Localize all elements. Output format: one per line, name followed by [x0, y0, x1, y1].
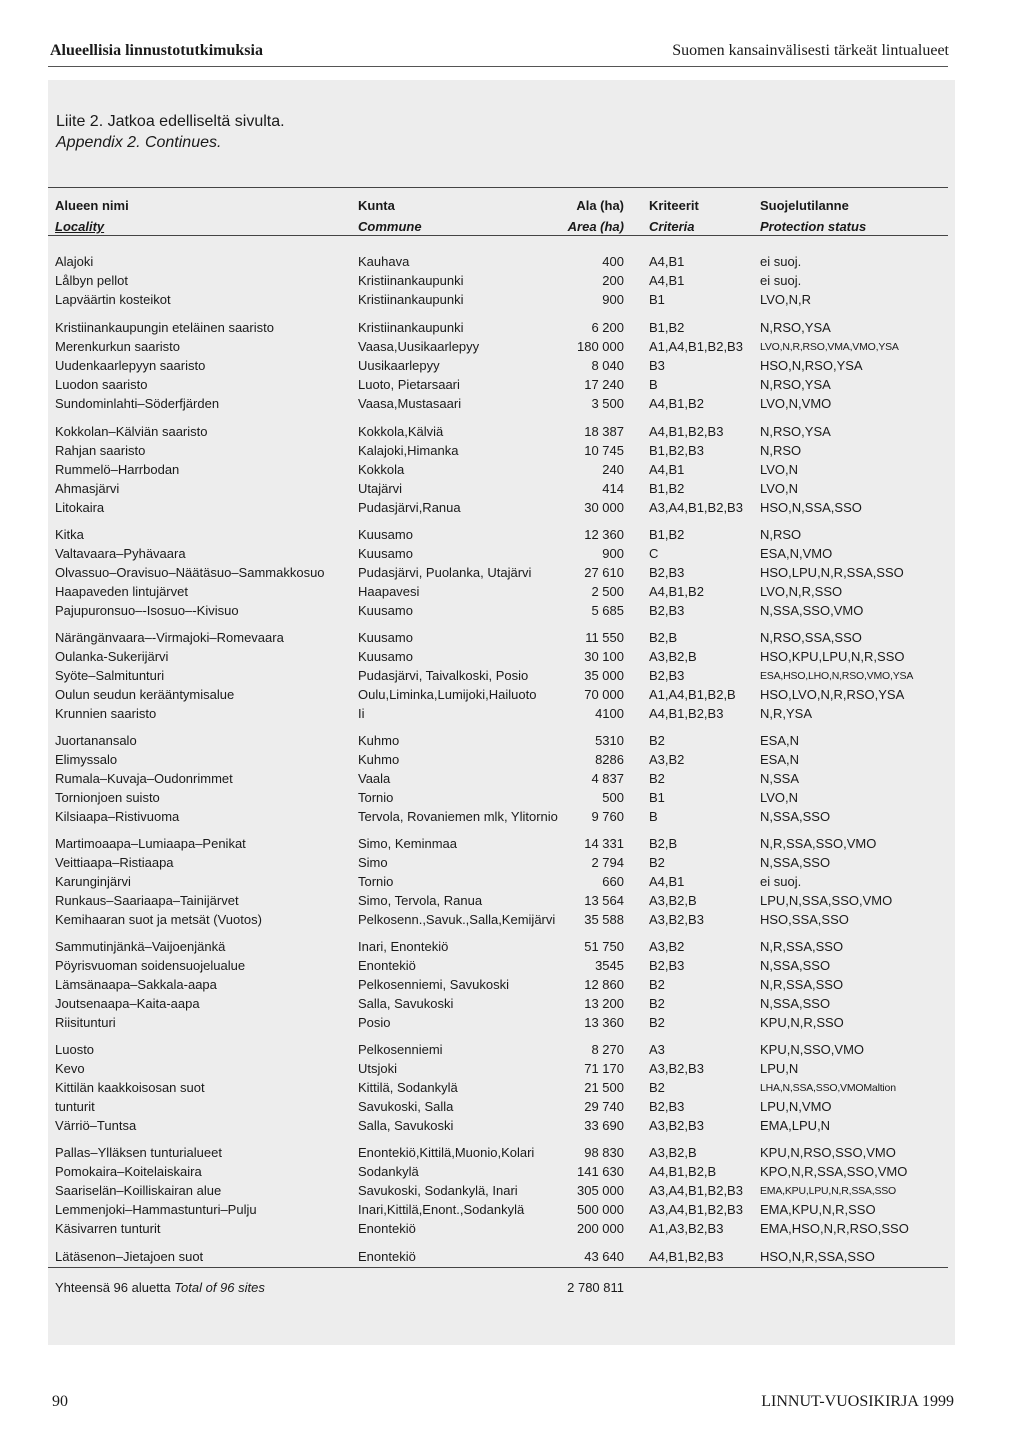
cell-status: HSO,N,R,SSA,SSO [760, 1249, 875, 1264]
col-header-commune-en: Commune [358, 219, 422, 234]
cell-status: N,RSO,YSA [760, 424, 831, 439]
cell-criteria: B1,B2 [649, 527, 685, 542]
col-header-status-en: Protection status [760, 219, 867, 234]
cell-status: KPU,N,SSO,VMO [760, 1042, 865, 1057]
cell-area: 12 860 [584, 976, 624, 992]
cell-area: 13 360 [584, 1014, 624, 1030]
total-label-fi: Yhteensä 96 aluetta [55, 1280, 171, 1295]
cell-locality: Lämsänaapa–Sakkala-aapa [55, 976, 217, 992]
cell-locality: Merenkurkun saaristo [55, 338, 180, 354]
cell-locality: Luodon saaristo [55, 376, 148, 392]
cell-locality: Runkaus–Saariaapa–Tainijärvet [55, 892, 239, 908]
cell-status: EMA,KPU,LPU,N,R,SSA,SSO [760, 1184, 897, 1197]
cell-locality: Alajoki [55, 254, 94, 269]
cell-area: 5310 [595, 733, 624, 748]
col-header-area-fi: Ala (ha) [576, 198, 624, 213]
cell-area: 660 [602, 873, 624, 889]
cell-criteria: A4,B1,B2,B [649, 1163, 717, 1179]
cell-commune: Enontekiö [358, 1220, 416, 1236]
cell-status: LVO,N [760, 789, 799, 805]
cell-area: 18 387 [584, 424, 624, 439]
cell-commune: Kuusamo [358, 630, 413, 645]
cell-locality: Lålbyn pellot [55, 272, 128, 288]
cell-criteria: A4,B1,B2,B3 [649, 1249, 724, 1264]
cell-area: 240 [602, 461, 624, 477]
cell-status: KPU,N,RSO,SSO,VMO [760, 1145, 896, 1160]
cell-area: 900 [602, 545, 624, 561]
cell-locality: Lapväärtin kosteikot [55, 291, 171, 307]
cell-locality: Litokaira [55, 499, 105, 515]
cell-status: LVO,N,VMO [760, 395, 832, 411]
cell-commune: Enontekiö [358, 957, 416, 973]
total-area: 2 780 811 [567, 1280, 624, 1295]
cell-status: N,R,YSA [760, 705, 813, 721]
cell-locality: Oulun seudun kerääntymisalue [55, 686, 235, 702]
journal-name: LINNUT-VUOSIKIRJA 1999 [761, 1393, 954, 1410]
cell-status: KPU,N,R,SSO [760, 1014, 844, 1030]
cell-status: N,R,SSA,SSO,VMO [760, 836, 877, 851]
cell-area: 305 000 [577, 1182, 624, 1198]
cell-locality: Rummelö–Harrbodan [55, 461, 180, 477]
cell-locality: Kittilän kaakkoisosan suot [55, 1079, 205, 1095]
cell-locality: Uudenkaarlepyyn saaristo [55, 357, 206, 373]
cell-status: HSO,SSA,SSO [760, 911, 849, 927]
cell-criteria: B2 [649, 1014, 665, 1030]
cell-status: LPU,N,SSA,SSO,VMO [760, 892, 893, 908]
cell-area: 33 690 [584, 1117, 624, 1133]
cell-area: 180 000 [577, 338, 624, 354]
cell-status: HSO,LPU,N,R,SSA,SSO [760, 564, 904, 580]
cell-status: ei suoj. [760, 873, 802, 889]
cell-area: 12 360 [584, 527, 624, 542]
cell-locality: Olvassuo–Oravisuo–Näätäsuo–Sammakkosuo [55, 564, 325, 580]
cell-criteria: A4,B1,B2 [649, 395, 704, 411]
cell-criteria: A3,B2,B3 [649, 1117, 704, 1133]
cell-commune: Simo [358, 854, 388, 870]
cell-locality: Lätäsenon–Jietajoen suot [55, 1249, 204, 1264]
cell-criteria: A3,B2,B [649, 648, 697, 664]
cell-area: 4 837 [591, 770, 624, 786]
table-header-rule [48, 235, 948, 236]
cell-commune: Salla, Savukoski [358, 1117, 454, 1133]
cell-status: KPO,N,R,SSA,SSO,VMO [760, 1163, 908, 1179]
cell-status: EMA,HSO,N,R,RSO,SSO [760, 1220, 909, 1236]
cell-area: 29 740 [584, 1098, 624, 1114]
cell-criteria: B2,B3 [649, 957, 685, 973]
cell-area: 35 000 [584, 667, 624, 683]
col-header-status-fi: Suojelutilanne [760, 198, 849, 213]
cell-status: LVO,N,R [760, 291, 812, 307]
cell-area: 14 331 [584, 836, 624, 851]
cell-criteria: A1,A4,B1,B2,B3 [649, 338, 743, 354]
cell-status: HSO,N,SSA,SSO [760, 499, 862, 515]
cell-area: 30 000 [584, 499, 624, 515]
cell-area: 500 000 [577, 1201, 624, 1217]
cell-commune: Pudasjärvi, Taivalkoski, Posio [358, 667, 529, 683]
cell-status: N,SSA,SSO [760, 808, 831, 824]
cell-criteria: A3,A4,B1,B2,B3 [649, 1201, 743, 1217]
cell-status: N,RSO [760, 527, 802, 542]
cell-locality: Karunginjärvi [55, 873, 131, 889]
col-header-locality-fi: Alueen nimi [55, 198, 129, 213]
cell-criteria: B3 [649, 357, 665, 373]
cell-commune: Kokkola,Kälviä [358, 424, 444, 439]
cell-status: N,RSO,YSA [760, 320, 831, 335]
cell-criteria: A3,B2,B [649, 1145, 697, 1160]
cell-commune: Pudasjärvi,Ranua [358, 499, 461, 515]
cell-area: 8286 [595, 751, 624, 767]
cell-commune: Kuusamo [358, 602, 413, 618]
cell-commune: Oulu,Liminka,Lumijoki,Hailuoto [358, 686, 537, 702]
cell-commune: Kalajoki,Himanka [358, 442, 459, 458]
cell-criteria: B2,B3 [649, 1098, 685, 1114]
cell-status: LVO,N,R,SSO [760, 583, 843, 599]
cell-status: N,SSA,SSO,VMO [760, 602, 864, 618]
page-number: 90 [52, 1393, 68, 1410]
cell-area: 21 500 [584, 1079, 624, 1095]
cell-status: N,SSA [760, 770, 800, 786]
header-rule [48, 66, 948, 67]
cell-commune: Tornio [358, 873, 394, 889]
cell-criteria: A4,B1,B2 [649, 583, 704, 599]
cell-locality: Kevo [55, 1060, 85, 1076]
cell-criteria: B2,B3 [649, 602, 685, 618]
cell-commune: Pelkosenn.,Savuk.,Salla,Kemijärvi [358, 911, 556, 927]
cell-commune: Uusikaarlepyy [358, 357, 440, 373]
cell-area: 4100 [595, 705, 624, 721]
cell-criteria: B2,B3 [649, 564, 685, 580]
cell-area: 71 170 [584, 1060, 624, 1076]
table-top-rule [48, 187, 948, 188]
cell-locality: Kemihaaran suot ja metsät (Vuotos) [55, 911, 262, 927]
cell-commune: Vaasa,Mustasaari [358, 395, 462, 411]
cell-commune: Enontekiö [358, 1249, 416, 1264]
cell-locality: Luosto [55, 1042, 95, 1057]
caption-finnish: Liite 2. Jatkoa edelliseltä sivulta. [56, 113, 285, 130]
cell-commune: Pelkosenniemi, Savukoski [358, 976, 510, 992]
cell-criteria: B2 [649, 1079, 665, 1095]
cell-commune: Savukoski, Salla [358, 1098, 454, 1114]
cell-locality: Rahjan saaristo [55, 442, 146, 458]
cell-locality: Käsivarren tunturit [55, 1220, 161, 1236]
cell-area: 13 564 [584, 892, 624, 908]
cell-area: 9 760 [591, 808, 624, 824]
cell-area: 11 550 [585, 630, 624, 645]
cell-locality: Joutsenaapa–Kaita-aapa [55, 995, 200, 1011]
caption-english: Appendix 2. Continues. [56, 134, 222, 151]
cell-status: EMA,LPU,N [760, 1117, 831, 1133]
cell-criteria: B2 [649, 733, 665, 748]
cell-criteria: A4,B1 [649, 272, 685, 288]
cell-area: 141 630 [577, 1163, 624, 1179]
cell-area: 900 [602, 291, 624, 307]
cell-criteria: A3 [649, 1042, 665, 1057]
cell-area: 8 270 [591, 1042, 624, 1057]
cell-criteria: B2,B [649, 836, 678, 851]
col-header-criteria-fi: Kriteerit [649, 198, 699, 213]
cell-area: 400 [602, 254, 624, 269]
cell-commune: Pelkosenniemi [358, 1042, 443, 1057]
cell-locality: Sammutinjänkä–Vaijoenjänkä [55, 939, 226, 954]
cell-commune: Salla, Savukoski [358, 995, 454, 1011]
cell-locality: Juortanansalo [55, 733, 137, 748]
table-bottom-rule [48, 1267, 948, 1268]
cell-locality: Elimyssalo [55, 751, 118, 767]
cell-status: LHA,N,SSA,SSO,VMOMaltion [760, 1081, 896, 1094]
cell-locality: tunturit [55, 1098, 95, 1114]
cell-commune: Posio [358, 1014, 391, 1030]
cell-area: 43 640 [584, 1249, 624, 1264]
cell-criteria: B1,B2 [649, 320, 685, 335]
cell-commune: Simo, Keminmaa [358, 836, 457, 851]
cell-commune: Inari, Enontekiö [358, 939, 449, 954]
cell-area: 30 100 [584, 648, 624, 664]
cell-criteria: A4,B1 [649, 254, 685, 269]
cell-status: ESA,N,VMO [760, 545, 833, 561]
cell-area: 414 [602, 480, 624, 496]
cell-commune: Enontekiö,Kittilä,Muonio,Kolari [358, 1145, 535, 1160]
cell-status: LVO,N [760, 480, 799, 496]
total-label-en: Total of 96 sites [174, 1280, 265, 1295]
cell-area: 200 [602, 272, 624, 288]
cell-criteria: B2 [649, 995, 665, 1011]
cell-criteria: B2,B3 [649, 667, 685, 683]
cell-criteria: B2 [649, 976, 665, 992]
col-header-locality-en: Locality [55, 219, 105, 234]
cell-locality: Pajupuronsuo–-Isosuo–-Kivisuo [55, 602, 239, 618]
cell-locality: Haapaveden lintujärvet [55, 583, 188, 599]
cell-status: HSO,LVO,N,R,RSO,YSA [760, 686, 905, 702]
cell-criteria: B2 [649, 770, 665, 786]
cell-locality: Värriö–Tuntsa [55, 1117, 137, 1133]
cell-criteria: B1,B2,B3 [649, 442, 704, 458]
cell-commune: Luoto, Pietarsaari [358, 376, 460, 392]
cell-criteria: A3,B2,B3 [649, 911, 704, 927]
cell-area: 2 794 [591, 854, 624, 870]
cell-locality: Kristiinankaupungin eteläinen saaristo [55, 320, 274, 335]
cell-locality: Tornionjoen suisto [55, 789, 160, 805]
cell-commune: Tornio [358, 789, 394, 805]
cell-locality: Kilsiaapa–Ristivuoma [55, 808, 180, 824]
cell-status: N,SSA,SSO [760, 995, 831, 1011]
cell-commune: Kuhmo [358, 751, 400, 767]
cell-commune: Inari,Kittilä,Enont.,Sodankylä [358, 1201, 525, 1217]
cell-area: 200 000 [577, 1220, 624, 1236]
cell-area: 70 000 [584, 686, 624, 702]
cell-criteria: B2,B [649, 630, 678, 645]
cell-area: 2 500 [591, 583, 624, 599]
cell-area: 6 200 [591, 320, 624, 335]
cell-locality: Pallas–Ylläksen tunturialueet [55, 1145, 222, 1160]
cell-locality: Saariselän–Koilliskairan alue [55, 1182, 222, 1198]
cell-locality: Kitka [55, 527, 84, 542]
cell-status: HSO,N,RSO,YSA [760, 357, 863, 373]
cell-criteria: A3,B2 [649, 751, 685, 767]
cell-criteria: A3,B2,B3 [649, 1060, 704, 1076]
cell-commune: Kristiinankaupunki [358, 272, 464, 288]
cell-status: N,R,SSA,SSO [760, 976, 844, 992]
cell-commune: Sodankylä [358, 1163, 419, 1179]
cell-criteria: A3,A4,B1,B2,B3 [649, 1182, 743, 1198]
cell-criteria: A4,B1,B2,B3 [649, 424, 724, 439]
col-header-area-en: Area (ha) [567, 219, 624, 234]
cell-locality: Oulanka-Sukerijärvi [55, 648, 169, 664]
cell-commune: Simo, Tervola, Ranua [358, 892, 483, 908]
col-header-criteria-en: Criteria [649, 219, 695, 234]
cell-area: 500 [602, 789, 624, 805]
cell-locality: Pomokaira–Koitelaiskaira [55, 1163, 202, 1179]
cell-criteria: B2 [649, 854, 665, 870]
cell-area: 3545 [595, 957, 624, 973]
cell-commune: Vaasa,Uusikaarlepyy [358, 338, 480, 354]
cell-status: N,R,SSA,SSO [760, 939, 844, 954]
cell-locality: Kokkolan–Kälviän saaristo [55, 424, 208, 439]
cell-commune: Tervola, Rovaniemen mlk, Ylitornio [358, 808, 558, 824]
cell-locality: Ahmasjärvi [55, 480, 120, 496]
cell-locality: Närängänvaara–-Virmajoki–Romevaara [55, 630, 284, 645]
cell-status: ei suoj. [760, 254, 802, 269]
cell-status: LPU,N,VMO [760, 1098, 832, 1114]
cell-commune: Utajärvi [358, 480, 403, 496]
cell-area: 5 685 [591, 602, 624, 618]
running-header-right: Suomen kansainvälisesti tärkeät lintualueet [672, 42, 949, 59]
cell-commune: Utsjoki [358, 1060, 398, 1076]
cell-commune: Kristiinankaupunki [358, 291, 464, 307]
cell-locality: Veittiaapa–Ristiaapa [55, 854, 174, 870]
cell-status: N,SSA,SSO [760, 854, 831, 870]
cell-area: 35 588 [584, 911, 624, 927]
cell-status: LPU,N [760, 1060, 799, 1076]
cell-locality: Krunnien saaristo [55, 705, 157, 721]
cell-commune: Kuhmo [358, 733, 400, 748]
cell-commune: Kuusamo [358, 648, 413, 664]
cell-commune: Kittilä, Sodankylä [358, 1079, 458, 1095]
cell-commune: Kokkola [358, 461, 405, 477]
cell-status: ESA,N [760, 733, 800, 748]
cell-locality: Lemmenjoki–Hammastunturi–Pulju [55, 1201, 257, 1217]
cell-status: ei suoj. [760, 272, 802, 288]
cell-locality: Martimoaapa–Lumiaapa–Penikat [55, 836, 246, 851]
running-header-left: Alueellisia linnustotutkimuksia [50, 42, 263, 59]
cell-status: N,RSO,YSA [760, 376, 831, 392]
cell-locality: Riisitunturi [55, 1014, 116, 1030]
cell-area: 8 040 [591, 357, 624, 373]
cell-area: 27 610 [584, 564, 624, 580]
cell-status: N,SSA,SSO [760, 957, 831, 973]
cell-criteria: A3,B2 [649, 939, 685, 954]
cell-status: ESA,N [760, 751, 800, 767]
cell-area: 98 830 [584, 1145, 624, 1160]
cell-area: 13 200 [584, 995, 624, 1011]
cell-criteria: B1 [649, 291, 665, 307]
cell-locality: Sundominlahti–Söderfjärden [55, 395, 220, 411]
cell-area: 17 240 [584, 376, 624, 392]
cell-area: 10 745 [584, 442, 624, 458]
cell-locality: Pöyrisvuoman soidensuojelualue [55, 957, 246, 973]
cell-criteria: C [649, 545, 659, 561]
cell-status: N,RSO [760, 442, 802, 458]
cell-criteria: B [649, 808, 658, 824]
cell-criteria: A1,A3,B2,B3 [649, 1220, 724, 1236]
total-label [55, 1280, 265, 1295]
cell-status: LVO,N,R,RSO,VMA,VMO,YSA [760, 340, 899, 353]
cell-criteria: A1,A4,B1,B2,B [649, 686, 736, 702]
cell-commune: Vaala [358, 770, 391, 786]
cell-status: LVO,N [760, 461, 799, 477]
cell-criteria: A4,B1 [649, 461, 685, 477]
cell-commune: Kristiinankaupunki [358, 320, 464, 335]
cell-locality: Rumala–Kuvaja–Oudonrimmet [55, 770, 233, 786]
cell-status: N,RSO,SSA,SSO [760, 630, 862, 645]
cell-commune: Kuusamo [358, 527, 413, 542]
cell-commune: Savukoski, Sodankylä, Inari [358, 1182, 518, 1198]
cell-criteria: A3,B2,B [649, 892, 697, 908]
cell-criteria: A4,B1 [649, 873, 685, 889]
cell-locality: Syöte–Salmitunturi [55, 667, 165, 683]
cell-area: 51 750 [584, 939, 624, 954]
cell-status: EMA,KPU,N,R,SSO [760, 1201, 876, 1217]
cell-commune: Kuusamo [358, 545, 413, 561]
col-header-commune-fi: Kunta [358, 198, 395, 213]
cell-commune: Pudasjärvi, Puolanka, Utajärvi [358, 564, 532, 580]
cell-status: ESA,HSO,LHO,N,RSO,VMO,YSA [760, 669, 914, 682]
cell-criteria: B1,B2 [649, 480, 685, 496]
cell-commune: Kauhava [358, 254, 410, 269]
cell-criteria: A3,A4,B1,B2,B3 [649, 499, 743, 515]
cell-locality: Valtavaara–Pyhävaara [55, 545, 186, 561]
cell-criteria: B1 [649, 789, 665, 805]
cell-commune: Haapavesi [358, 583, 420, 599]
cell-criteria: A4,B1,B2,B3 [649, 705, 724, 721]
cell-area: 3 500 [591, 395, 624, 411]
cell-status: HSO,KPU,LPU,N,R,SSO [760, 648, 905, 664]
cell-criteria: B [649, 376, 658, 392]
cell-commune: Ii [358, 705, 365, 721]
